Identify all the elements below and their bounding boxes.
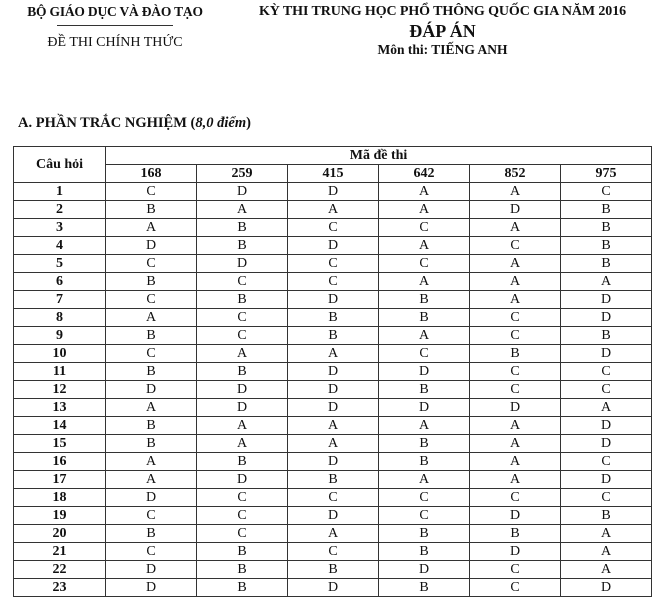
answer-cell: B bbox=[288, 471, 379, 489]
answer-cell: D bbox=[379, 561, 470, 579]
answer-cell: C bbox=[197, 327, 288, 345]
answer-cell: B bbox=[379, 543, 470, 561]
table-row bbox=[14, 471, 652, 489]
answer-cell: C bbox=[106, 255, 197, 273]
answer-cell: D bbox=[106, 489, 197, 507]
answer-cell: A bbox=[379, 237, 470, 255]
answer-cell: B bbox=[561, 255, 652, 273]
subject-label: Môn thi: TIẾNG ANH bbox=[377, 42, 508, 57]
answer-cell: C bbox=[561, 363, 652, 381]
table-row bbox=[14, 327, 652, 345]
question-number: 22 bbox=[14, 561, 106, 579]
section-title-text: A. PHẦN TRẮC NGHIỆM ( bbox=[18, 115, 196, 131]
answer-cell: B bbox=[106, 525, 197, 543]
section-points: 8,0 điểm bbox=[195, 115, 247, 131]
answer-cell: C bbox=[288, 543, 379, 561]
question-number: 13 bbox=[14, 399, 106, 417]
question-number: 6 bbox=[14, 273, 106, 291]
answer-cell: B bbox=[379, 309, 470, 327]
answer-cell: C bbox=[106, 543, 197, 561]
table-row bbox=[14, 345, 652, 363]
table-row bbox=[14, 273, 652, 291]
answer-cell: C bbox=[470, 561, 561, 579]
answer-cell: A bbox=[106, 399, 197, 417]
table-row bbox=[14, 435, 652, 453]
answer-cell: B bbox=[561, 237, 652, 255]
answer-cell: A bbox=[379, 417, 470, 435]
answer-cell: B bbox=[106, 417, 197, 435]
answer-cell: A bbox=[470, 471, 561, 489]
answer-cell: B bbox=[197, 237, 288, 255]
question-number: 1 bbox=[14, 183, 106, 201]
question-number: 12 bbox=[14, 381, 106, 399]
answer-cell: D bbox=[197, 381, 288, 399]
answer-cell: A bbox=[288, 417, 379, 435]
table-row bbox=[14, 579, 652, 597]
answer-cell: A bbox=[106, 219, 197, 237]
exam-code-header: 259 bbox=[197, 165, 288, 183]
answer-cell: B bbox=[561, 201, 652, 219]
answer-cell: D bbox=[561, 579, 652, 597]
answer-cell: A bbox=[106, 453, 197, 471]
answer-cell: C bbox=[197, 507, 288, 525]
answer-cell: B bbox=[106, 363, 197, 381]
answer-cell: A bbox=[197, 345, 288, 363]
exam-code-header: 852 bbox=[470, 165, 561, 183]
answer-cell: D bbox=[561, 417, 652, 435]
answer-cell: A bbox=[470, 417, 561, 435]
answer-cell: B bbox=[106, 273, 197, 291]
answer-cell: B bbox=[561, 327, 652, 345]
table-row bbox=[14, 561, 652, 579]
table-row bbox=[14, 255, 652, 273]
answer-cell: B bbox=[379, 381, 470, 399]
answer-cell: C bbox=[106, 183, 197, 201]
answer-cell: A bbox=[197, 201, 288, 219]
question-number: 23 bbox=[14, 579, 106, 597]
section-title bbox=[18, 115, 251, 132]
question-number: 8 bbox=[14, 309, 106, 327]
answer-cell: C bbox=[470, 381, 561, 399]
answer-cell: D bbox=[470, 399, 561, 417]
answer-cell: B bbox=[197, 291, 288, 309]
answer-cell: D bbox=[288, 579, 379, 597]
ministry-name: BỘ GIÁO DỤC VÀ ĐÀO TẠO bbox=[27, 4, 203, 19]
question-number: 11 bbox=[14, 363, 106, 381]
answer-cell: D bbox=[197, 255, 288, 273]
answer-cell: C bbox=[379, 489, 470, 507]
answer-cell: B bbox=[470, 345, 561, 363]
answer-cell: C bbox=[379, 345, 470, 363]
answer-cell: C bbox=[197, 525, 288, 543]
answer-cell: C bbox=[561, 489, 652, 507]
answer-cell: C bbox=[470, 237, 561, 255]
question-number: 5 bbox=[14, 255, 106, 273]
table-row bbox=[14, 507, 652, 525]
question-number: 18 bbox=[14, 489, 106, 507]
answer-cell: A bbox=[470, 453, 561, 471]
answer-cell: C bbox=[561, 381, 652, 399]
question-column-header: Câu hỏi bbox=[14, 147, 106, 183]
question-number: 9 bbox=[14, 327, 106, 345]
answer-cell: D bbox=[561, 291, 652, 309]
answer-cell: A bbox=[470, 273, 561, 291]
answer-cell: C bbox=[197, 273, 288, 291]
answer-cell: C bbox=[197, 309, 288, 327]
answer-cell: D bbox=[470, 543, 561, 561]
answer-cell: C bbox=[561, 183, 652, 201]
section-title-close: ) bbox=[246, 115, 251, 131]
answer-cell: D bbox=[288, 507, 379, 525]
answer-cell: B bbox=[288, 309, 379, 327]
answer-cell: C bbox=[470, 489, 561, 507]
answer-cell: A bbox=[288, 345, 379, 363]
answer-cell: B bbox=[197, 579, 288, 597]
answer-cell: D bbox=[106, 381, 197, 399]
answer-cell: D bbox=[106, 579, 197, 597]
answer-cell: A bbox=[470, 183, 561, 201]
answer-cell: C bbox=[470, 579, 561, 597]
question-number: 10 bbox=[14, 345, 106, 363]
table-row bbox=[14, 543, 652, 561]
answer-cell: A bbox=[106, 309, 197, 327]
answer-cell: B bbox=[288, 327, 379, 345]
question-number: 21 bbox=[14, 543, 106, 561]
table-row bbox=[14, 183, 652, 201]
question-number: 4 bbox=[14, 237, 106, 255]
exam-code-group-header: Mã đề thi bbox=[106, 147, 652, 165]
answer-cell: C bbox=[106, 291, 197, 309]
answer-cell: C bbox=[197, 489, 288, 507]
answer-cell: B bbox=[106, 435, 197, 453]
answer-cell: C bbox=[470, 363, 561, 381]
answer-cell: D bbox=[197, 399, 288, 417]
answer-cell: B bbox=[379, 525, 470, 543]
answer-cell: C bbox=[288, 273, 379, 291]
exam-code-header: 168 bbox=[106, 165, 197, 183]
question-number: 20 bbox=[14, 525, 106, 543]
answer-cell: A bbox=[379, 183, 470, 201]
exam-code-header: 642 bbox=[379, 165, 470, 183]
answer-cell: C bbox=[288, 255, 379, 273]
answer-cell: B bbox=[197, 543, 288, 561]
official-label: ĐỀ THI CHÍNH THỨC bbox=[47, 35, 183, 50]
answer-cell: D bbox=[106, 561, 197, 579]
table-row bbox=[14, 237, 652, 255]
answer-cell: B bbox=[379, 579, 470, 597]
answer-cell: D bbox=[379, 399, 470, 417]
answer-cell: D bbox=[379, 363, 470, 381]
answer-cell: A bbox=[106, 471, 197, 489]
answer-cell: B bbox=[379, 453, 470, 471]
question-number: 2 bbox=[14, 201, 106, 219]
answer-cell: D bbox=[288, 381, 379, 399]
answer-cell: D bbox=[106, 237, 197, 255]
answer-cell: A bbox=[379, 273, 470, 291]
table-row bbox=[14, 363, 652, 381]
answer-cell: D bbox=[288, 291, 379, 309]
table-row bbox=[14, 453, 652, 471]
answer-cell: D bbox=[561, 345, 652, 363]
answer-cell: B bbox=[197, 219, 288, 237]
exam-code-header: 975 bbox=[561, 165, 652, 183]
question-number: 17 bbox=[14, 471, 106, 489]
answer-cell: B bbox=[379, 291, 470, 309]
answer-table bbox=[13, 146, 652, 597]
answer-cell: A bbox=[470, 219, 561, 237]
question-number: 15 bbox=[14, 435, 106, 453]
answer-cell: A bbox=[561, 561, 652, 579]
answer-cell: B bbox=[197, 561, 288, 579]
answer-cell: B bbox=[197, 453, 288, 471]
answer-cell: D bbox=[561, 435, 652, 453]
answer-cell: A bbox=[561, 399, 652, 417]
table-row bbox=[14, 201, 652, 219]
answer-cell: D bbox=[288, 453, 379, 471]
answer-cell: D bbox=[470, 201, 561, 219]
answer-cell: D bbox=[288, 399, 379, 417]
answer-key-title: ĐÁP ÁN bbox=[409, 21, 476, 41]
answer-cell: D bbox=[197, 471, 288, 489]
answer-cell: C bbox=[470, 327, 561, 345]
answer-cell: D bbox=[288, 363, 379, 381]
ministry-header bbox=[10, 4, 220, 51]
exam-code-header: 415 bbox=[288, 165, 379, 183]
question-number: 7 bbox=[14, 291, 106, 309]
table-row bbox=[14, 291, 652, 309]
answer-cell: A bbox=[197, 435, 288, 453]
answer-cell: D bbox=[561, 471, 652, 489]
table-row bbox=[14, 525, 652, 543]
answer-cell: A bbox=[561, 543, 652, 561]
answer-cell: A bbox=[288, 201, 379, 219]
answer-cell: C bbox=[106, 507, 197, 525]
question-number: 3 bbox=[14, 219, 106, 237]
answer-cell: C bbox=[288, 489, 379, 507]
question-number: 14 bbox=[14, 417, 106, 435]
table-row bbox=[14, 381, 652, 399]
answer-cell: B bbox=[106, 327, 197, 345]
table-row bbox=[14, 399, 652, 417]
exam-header bbox=[225, 4, 660, 58]
question-number: 19 bbox=[14, 507, 106, 525]
answer-cell: B bbox=[561, 219, 652, 237]
answer-cell: B bbox=[379, 435, 470, 453]
answer-cell: D bbox=[288, 237, 379, 255]
answer-cell: A bbox=[470, 435, 561, 453]
answer-cell: A bbox=[470, 291, 561, 309]
table-row bbox=[14, 417, 652, 435]
answer-cell: D bbox=[288, 183, 379, 201]
question-number: 16 bbox=[14, 453, 106, 471]
answer-cell: B bbox=[288, 561, 379, 579]
answer-cell: B bbox=[470, 525, 561, 543]
answer-cell: C bbox=[288, 219, 379, 237]
answer-cell: C bbox=[379, 219, 470, 237]
answer-cell: B bbox=[561, 507, 652, 525]
answer-cell: A bbox=[197, 417, 288, 435]
answer-cell: B bbox=[197, 363, 288, 381]
table-row bbox=[14, 489, 652, 507]
answer-cell: C bbox=[561, 453, 652, 471]
answer-cell: B bbox=[106, 201, 197, 219]
answer-cell: A bbox=[561, 525, 652, 543]
table-row bbox=[14, 219, 652, 237]
answer-cell: D bbox=[561, 309, 652, 327]
answer-cell: A bbox=[379, 327, 470, 345]
answer-cell: A bbox=[561, 273, 652, 291]
answer-cell: A bbox=[288, 525, 379, 543]
answer-cell: C bbox=[379, 255, 470, 273]
ministry-underline bbox=[57, 25, 173, 26]
answer-cell: A bbox=[470, 255, 561, 273]
answer-rows bbox=[14, 183, 652, 597]
header-row-top bbox=[14, 147, 652, 165]
answer-cell: C bbox=[379, 507, 470, 525]
answer-cell: A bbox=[379, 471, 470, 489]
table-row bbox=[14, 309, 652, 327]
answer-cell: A bbox=[288, 435, 379, 453]
answer-cell: D bbox=[470, 507, 561, 525]
answer-cell: C bbox=[106, 345, 197, 363]
header-row-codes bbox=[14, 165, 652, 183]
exam-title: KỲ THI TRUNG HỌC PHỔ THÔNG QUỐC GIA NĂM 2016 bbox=[258, 4, 627, 19]
answer-cell: A bbox=[379, 201, 470, 219]
answer-cell: C bbox=[470, 309, 561, 327]
answer-cell: D bbox=[197, 183, 288, 201]
